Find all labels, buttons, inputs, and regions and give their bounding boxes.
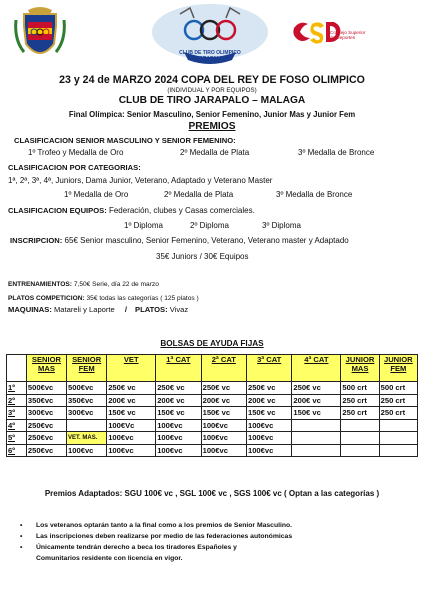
prize-cell: 100€vc [201,444,246,457]
prize-cell: 100€vc [246,419,291,432]
category-prize-1: 1º Medalla de Oro [64,190,129,199]
position-cell: 4º [7,419,27,432]
notes-list [20,520,292,564]
prize-cell: 250€ vc [201,382,246,395]
training-info [8,281,159,288]
prize-cell: 100€vc [67,444,107,457]
prize-cell: 150€ vc [156,407,201,420]
prize-cell: 250 crt [379,407,417,420]
club-logo-text: CLUB DE TIRO OLIMPICO JARAPALO [179,50,241,62]
training-label: ENTRENAMIENTOS: [8,281,72,288]
team-heading: CLASIFICACION EQUIPOS: [8,206,107,215]
position-cell: 1º [7,382,27,395]
platos-label: PLATOS COMPETICION: [8,295,85,302]
prize-cell: 200€ vc [292,394,341,407]
prize-cell: 150€ vc [292,407,341,420]
table-row [7,407,418,420]
bullet-icon: • [20,544,23,551]
prize-cell: 200€ vc [156,394,201,407]
prize-cell: 300€vc [26,407,66,420]
prize-cell: 500 crt [379,382,417,395]
platos-value: 35€ todas las categorías ( 125 platos ) [84,295,199,302]
event-title: 23 y 24 de MARZO 2024 COPA DEL REY DE FOSO OLIMPICO [59,74,365,86]
prize-cell: 300€vc [67,407,107,420]
bolsas-title: BOLSAS DE AYUDA FIJAS [160,339,264,348]
category-heading: CLASIFICACION POR CATEGORIAS: [8,163,141,172]
prize-cell: 100€vc [246,432,291,445]
table-header-cell: 3ª CAT [246,355,291,382]
inscription [10,236,349,245]
position-cell: 2º [7,394,27,407]
separator-slash: / [124,305,128,314]
prize-cell: 100€vc [156,419,201,432]
prize-cell: 100€Vc [107,419,156,432]
inscription-text-2: 35€ Juniors / 30€ Equipos [156,252,249,261]
prize-cell: 100€vc [107,444,156,457]
csd-logo-text: Consejo Superior de Deportes [330,30,366,40]
category-prize-2: 2º Medalla de Plata [164,190,234,199]
note-item: • Las inscripciones deben realizarse por medio de las federaciones autonómicas [20,533,293,540]
note-item: • Únicamente tendrán derecho a beca los tiradores Españoles y [20,544,237,551]
team-prize-1: 1º Diploma [124,221,163,230]
prize-cell: 250 crt [379,394,417,407]
senior-prize-3: 3º Medalla de Bronce [298,148,375,157]
prize-cell: 250€vc [26,419,66,432]
team-classification [8,206,255,215]
table-header-cell: 2ª CAT [201,355,246,382]
club-name: CLUB DE TIRO JARAPALO – MALAGA [118,95,306,106]
table-header-cell: SENIOR MAS [26,355,66,382]
team-text: Federación, clubes y Casas comerciales. [106,206,255,215]
prize-cell: 150€ vc [246,407,291,420]
prize-cell: 100€vc [156,432,201,445]
prize-cell: 350€vc [67,394,107,407]
platos2-value: Vivaz [167,305,189,314]
bolsas-table [6,354,418,457]
table-row [7,394,418,407]
table-header-cell: 4ª CAT [292,355,341,382]
table-row [7,382,418,395]
adaptados-text: Premios Adaptados: SGU 100€ vc , SGL 100€ vc , SGS 100€ vc ( Optan a las categorías ) [44,489,380,498]
machines-label: MAQUINAS: [8,305,52,314]
prize-cell [292,432,341,445]
category-list: 1ª, 2ª, 3ª, 4ª, Juniors, Dama Junior, Veterano, Adaptado y Veterano Master [8,176,273,185]
prize-cell [379,444,417,457]
prize-cell: 250 crt [341,394,379,407]
prize-cell: 250€vc [26,444,66,457]
prize-cell: 200€ vc [107,394,156,407]
bullet-icon: • [20,533,23,540]
table-header-cell: 1ª CAT [156,355,201,382]
note-item: Comunitarios residente con licencia en vigor. [36,555,183,562]
platos2-label: PLATOS: [135,305,168,314]
final-description: Final Olímpica: Senior Masculino, Senior Femenino, Junior Mas y Junior Fem [68,110,356,119]
prize-cell [341,444,379,457]
inscription-text: 65€ Senior masculino, Senior Femenino, Veterano, Veterano master y Adaptado [62,236,349,245]
prize-cell: 200€ vc [201,394,246,407]
prize-cell [292,419,341,432]
event-subtitle: (INDIVIDUAL Y POR EQUIPOS) [167,87,257,94]
prize-cell: 250 crt [341,407,379,420]
machines-info [8,305,188,314]
category-prize-3: 3º Medalla de Bronce [276,190,353,199]
prize-cell: 500€vc [26,382,66,395]
position-cell: 3º [7,407,27,420]
premios-heading: PREMIOS [188,121,236,132]
training-value: 7,50€ Serie, día 22 de marzo [72,281,159,288]
prize-cell [341,419,379,432]
table-row [7,419,418,432]
team-prize-2: 2º Diploma [190,221,229,230]
table-header-row [7,355,418,382]
table-row [7,432,418,445]
prize-cell: 100€vc [201,432,246,445]
prize-cell: 150€ vc [107,407,156,420]
logo-bar [0,4,424,70]
prize-cell: 250€ vc [156,382,201,395]
table-header-cell: JUNIOR FEM [379,355,417,382]
table-header-cell: JUNIOR MAS [341,355,379,382]
prize-cell: 100€vc [156,444,201,457]
prize-cell [292,444,341,457]
prize-cell: 250€ vc [292,382,341,395]
position-cell: 6º [7,444,27,457]
team-prize-3: 3º Diploma [262,221,301,230]
prize-cell [341,432,379,445]
inscription-heading: INSCRIPCION: [10,236,63,245]
prize-cell: VET. MAS. [67,432,107,445]
table-header-cell [7,355,27,382]
prize-cell: 250€vc [26,432,66,445]
machines-value: Matareli y Laporte [51,305,115,314]
table-header-cell: SENIOR FEM [67,355,107,382]
senior-heading: CLASIFICACION SENIOR MASCULINO Y SENIOR FEMENINO: [14,136,236,145]
prize-cell: 500 crt [341,382,379,395]
prize-cell: 200€ vc [246,394,291,407]
position-cell: 5º [7,432,27,445]
prize-cell: 100€vc [246,444,291,457]
note-item: • Los veteranos optarán tanto a la final como a los premios de Senior Masculino. [20,522,293,529]
platos-info [8,295,199,302]
senior-prize-1: 1º Trofeo y Medalla de Oro [28,148,124,157]
prize-cell: 100€vc [201,419,246,432]
table-header-cell: VET [107,355,156,382]
prize-cell [67,419,107,432]
bullet-icon: • [20,522,23,529]
prize-cell [379,432,417,445]
prize-cell: 150€ vc [201,407,246,420]
prize-cell [379,419,417,432]
prize-cell: 250€ vc [246,382,291,395]
federation-crest-logo [10,6,70,64]
prize-cell: 250€ vc [107,382,156,395]
prize-cell: 100€vc [107,432,156,445]
table-row [7,444,418,457]
senior-prize-2: 2º Medalla de Plata [180,148,250,157]
prize-cell: 500€vc [67,382,107,395]
prize-cell: 350€vc [26,394,66,407]
